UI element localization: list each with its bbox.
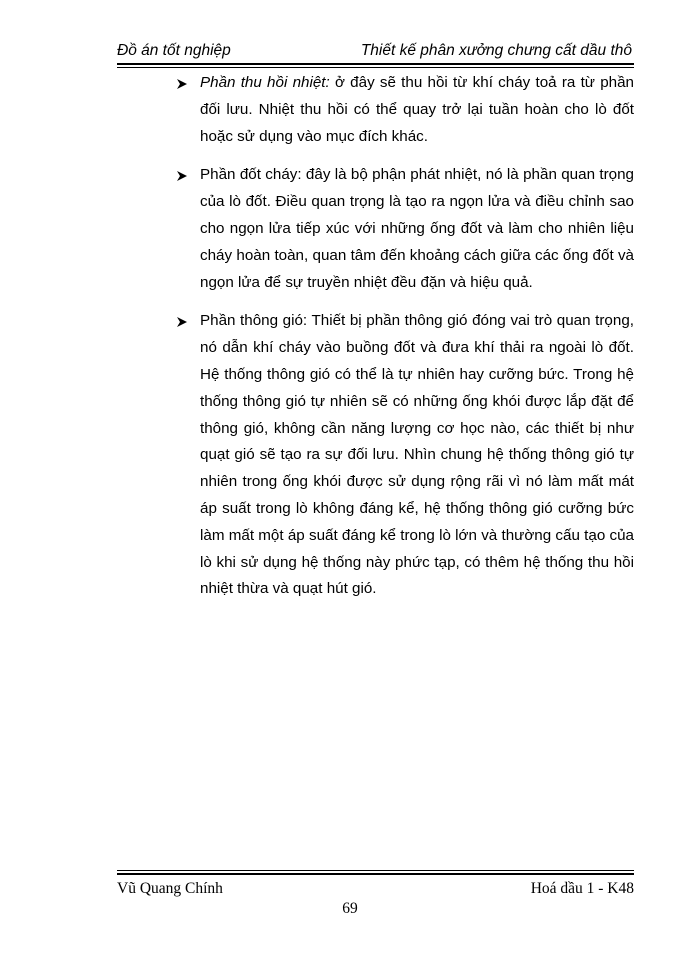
footer-rule-thin (117, 870, 634, 871)
bullet-item-heat-recovery (176, 70, 634, 150)
bullet-lead: Phần thông gió: (200, 312, 308, 330)
header-right-title: Thiết kế phân xưởng chưng cất dầu thô (360, 42, 632, 59)
page-number: 69 (342, 900, 358, 917)
bullet-item-combustion (176, 162, 634, 296)
bullet-text: đây là bộ phận phát nhiệt, nó là phần quan trọng của lò đốt. Điều quan trọng là tạo ra ngọn lửa và điều chỉnh sao cho ngọn lửa tiếp xúc với những ống đốt và làm cho nhiên liệu cháy hoàn toàn, quan tâm đến khoảng cách giữa các ống đốt và ngọn lửa để sự truyền nhiệt đều đặn và hiệu quả. (200, 166, 634, 291)
bullet-lead: Phần thu hồi nhiệt: (200, 74, 330, 91)
header-rule-thin (117, 67, 634, 68)
header-rule-thick (117, 63, 634, 65)
bullet-lead: Phần đốt cháy: (200, 166, 302, 184)
footer-rule-thick (117, 873, 634, 875)
arrow-bullet-icon (176, 316, 188, 328)
arrow-bullet-icon (176, 170, 188, 182)
header-left-title: Đồ án tốt nghiệp (117, 42, 231, 59)
bullet-text: Thiết bị phần thông gió đóng vai trò quan trọng, nó dẫn khí cháy vào buồng đốt và đưa khí thải ra ngoài lò đốt. Hệ thống thông gió có thể là tự nhiên hay cưỡng bức. Trong hệ thống thông gió tự nhiên sẽ có những ống khói được lắp đặt để thông gió, không cần năng lượng cơ học nào, các thiết bị như quạt gió sẽ tạo ra sự đối lưu. Nhìn chung hệ thống thông gió tự nhiên trong ống khói được sử dụng rộng rãi vì nó làm mất mát áp suất trong lò không đáng kể, hệ thống thông gió cưỡng bức làm mất một áp suất đáng kể trong lò lớn và thường cấu tạo của lò khi sử dụng hệ thống này phức tạp, có thêm hệ thống thu hồi nhiệt thừa và quạt hút gió. (200, 312, 634, 598)
footer-class: Hoá dầu 1 - K48 (530, 880, 634, 897)
footer-author: Vũ Quang Chính (117, 880, 223, 897)
bullet-item-ventilation (176, 308, 634, 603)
bullet-text: ở đây sẽ thu hồi từ khí cháy toả ra từ phần đối lưu. Nhiệt thu hồi có thể quay trở lại tuần hoàn cho lò đốt hoặc sử dụng vào mục đích khác. (200, 74, 634, 145)
bullet-list (176, 70, 634, 615)
arrow-bullet-icon (176, 78, 188, 90)
